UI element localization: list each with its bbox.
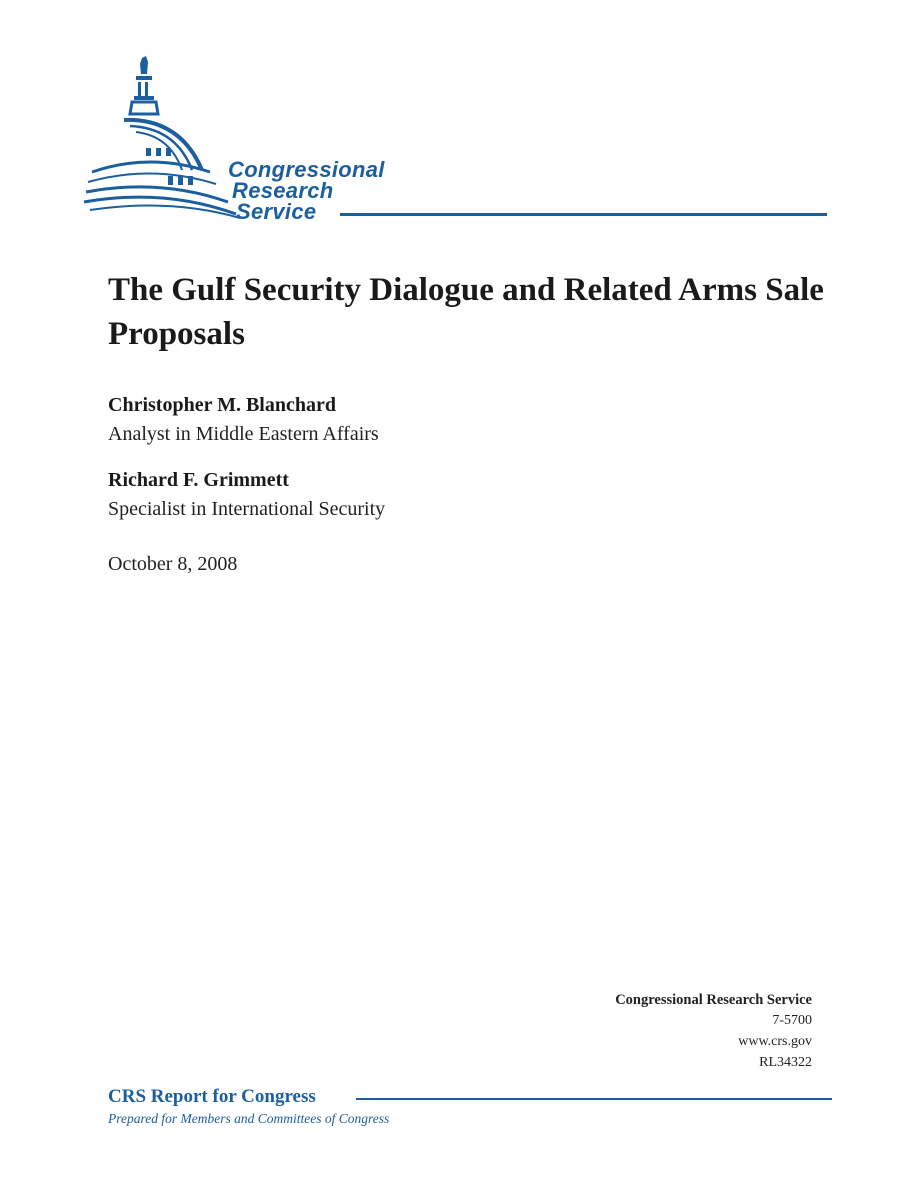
- info-phone: 7-5700: [772, 1013, 812, 1028]
- footer-divider: [356, 1098, 832, 1100]
- logo-text-line-1: Congressional: [228, 157, 385, 182]
- report-info-block: [615, 990, 812, 1073]
- logo-divider: [340, 213, 827, 216]
- info-website: www.crs.gov: [738, 1034, 812, 1049]
- report-date: October 8, 2008: [108, 553, 238, 575]
- info-report-number: RL34322: [759, 1055, 812, 1070]
- footer-title: CRS Report for Congress: [108, 1086, 316, 1107]
- author-role: Analyst in Middle Eastern Affairs: [108, 423, 379, 445]
- info-org: Congressional Research Service: [615, 992, 812, 1008]
- report-title: The Gulf Security Dialogue and Related Arms Sale Proposals: [108, 272, 824, 352]
- crs-logo: [80, 52, 840, 222]
- author-name: Richard F. Grimmett: [108, 469, 289, 491]
- logo-text-line-2: Research: [232, 178, 334, 203]
- author-name: Christopher M. Blanchard: [108, 394, 336, 416]
- author-role: Specialist in International Security: [108, 498, 386, 520]
- logo-text-line-3: Service: [236, 199, 317, 224]
- capitol-dome-icon: [80, 52, 240, 222]
- footer-subtitle: Prepared for Members and Committees of Congress: [108, 1111, 390, 1126]
